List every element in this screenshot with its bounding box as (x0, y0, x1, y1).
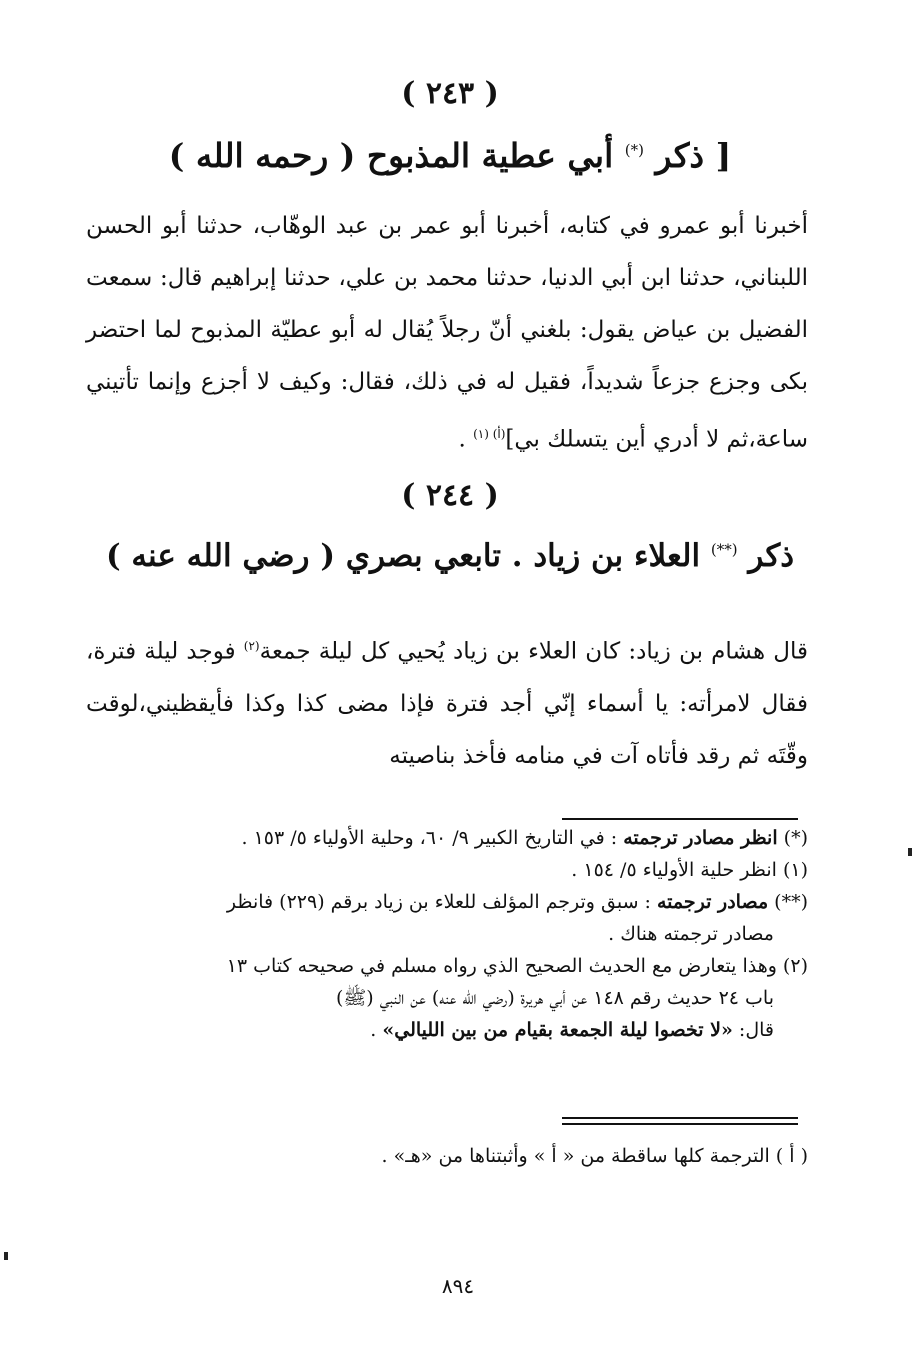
footnote-mark: (**) (774, 891, 808, 913)
entry-heading-243 (80, 136, 820, 175)
paragraph-end: . (458, 426, 474, 453)
entry-heading-244 (80, 538, 820, 574)
entry-number-244: ( ٢٤٤ ) (401, 478, 499, 513)
footnote-star (86, 822, 808, 854)
variant-note: ( أ ) الترجمة كلها ساقطة من « أ » وأثبتناها من «هـ» . (381, 1145, 808, 1167)
entry-number-243: ( ٢٤٣ ) (401, 76, 499, 111)
footnote-ref: (٢) (243, 639, 260, 653)
footnote-line: باب ٢٤ حديث رقم ١٤٨ عن أبي هريرة (رضي الله عنه) عن النبي (ﷺ) (335, 987, 774, 1009)
paragraph-text-b: فوجد ليلة فترة، فقال لامرأته: يا أسماء إنّي أجد فترة فإذا مضى كذا وكذا فأيقظيني،لوقت وقّتَه ثم رقد فأتاه آت في منامه فأخذ بناصيته (86, 638, 808, 769)
footnote-double-star (86, 886, 808, 950)
footnote-separator (562, 818, 798, 820)
footnote-line (86, 1014, 808, 1046)
footnote-1: (١) انظر حلية الأولياء ٥/ ١٥٤ . (571, 859, 808, 881)
footnote-ref-double-star: (**) (710, 540, 738, 559)
footnote-text: قال: (732, 1019, 774, 1041)
footnote-line: (٢) وهذا يتعارض مع الحديث الصحيح الذي رواه مسلم في صحيحه كتاب ١٣ (226, 955, 808, 977)
footnote-mark: (*) (783, 827, 808, 849)
margin-mark (4, 1252, 8, 1260)
footnote-text: . (370, 1019, 383, 1041)
paragraph-text: أخبرنا أبو عمرو في كتابه، أخبرنا أبو عمر بن عبد الوهّاب، حدثنا أبو الحسن اللبناني، حدثنا ابن أبي الدنيا، حدثنا محمد بن علي، حدثنا إبراهيم قال: سمعت الفضيل بن عياض يقول: بلغني أنّ رجلاً يُقال له أبو عطيّة المذبوح لما احتضر بكى وجزع جزعاً شديداً، فقيل له في ذلك، فقال: وكيف لا أجزع وإنما تأتيني ساعة،ثم لا أدري أين يتسلك بي] (86, 213, 808, 453)
footnote-text: : سبق وترجم المؤلف للعلاء بن زياد برقم (٢٢٩) فانظر (226, 891, 657, 913)
hadith-quote: «لا تخصوا ليلة الجمعة بقيام من بين الليالي» (382, 1019, 733, 1041)
footnote-label: انظر مصادر ترجمته (623, 827, 778, 849)
footnote-continuation: مصادر ترجمته هناك . (608, 923, 774, 945)
footnote-ref-star: (*) (624, 141, 645, 159)
paragraph-text-a: قال هشام بن زياد: كان العلاء بن زياد يُحيي كل ليلة جمعة (259, 638, 809, 665)
footnote-label: مصادر ترجمته (657, 891, 769, 913)
paragraph-243 (86, 200, 808, 466)
paragraph-244 (86, 620, 808, 782)
heading-main: [ ذكر (655, 136, 732, 175)
footnote-ref: (أ) (١) (473, 427, 506, 441)
footnote-2 (86, 950, 808, 1046)
page-number: ٨٩٤ (441, 1274, 475, 1298)
heading-rest: أبي عطية المذبوح ( رحمه الله ) (168, 136, 614, 175)
heading-rest: العلاء بن زياد . تابعي بصري ( رضي الله عنه ) (105, 538, 701, 574)
footnotes (86, 822, 808, 1046)
variant-separator (562, 1117, 798, 1125)
margin-mark (908, 848, 912, 856)
footnote-text: : في التاريخ الكبير ٩/ ٦٠، وحلية الأولياء ٥/ ١٥٣ . (241, 827, 624, 849)
heading-main: ذكر (748, 538, 795, 574)
